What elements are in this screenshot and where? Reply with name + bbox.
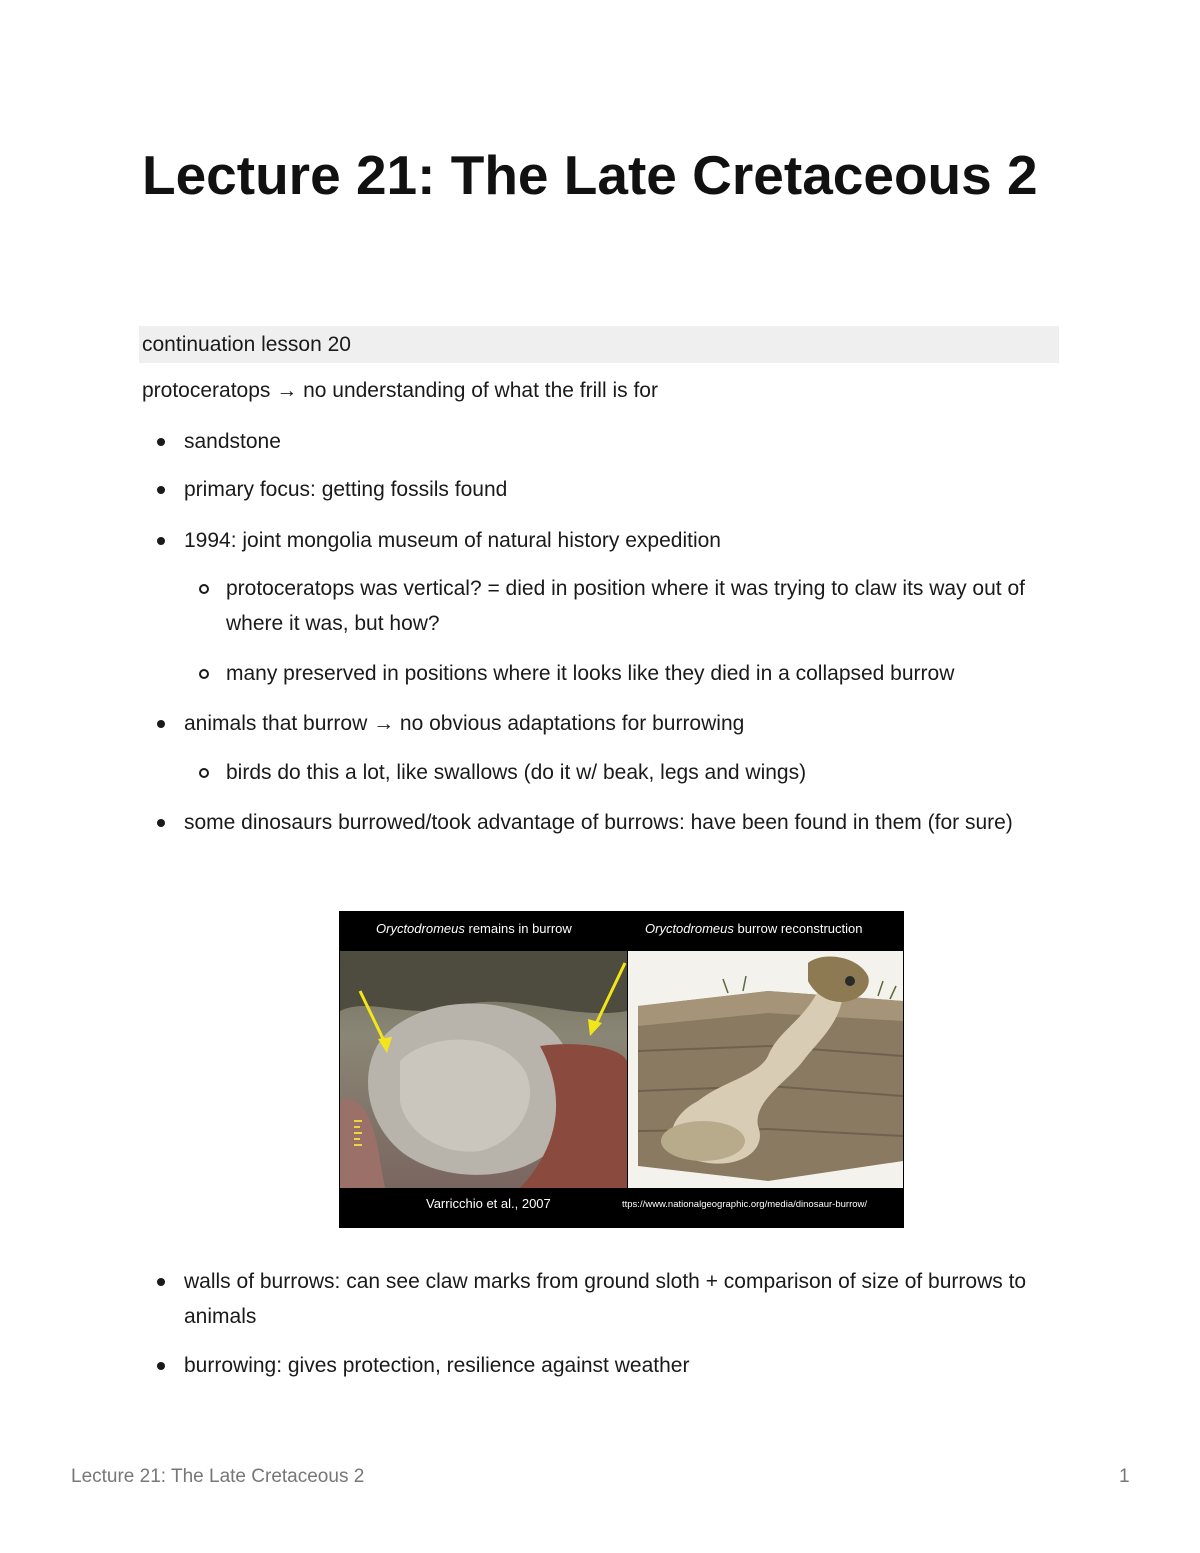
list-item: sandstone bbox=[184, 430, 281, 453]
bullet-ring bbox=[199, 584, 209, 594]
bullet-dot bbox=[157, 1278, 165, 1286]
list-item: protoceratops was vertical? = died in position where it was trying to claw its way out of where it was, but how? bbox=[226, 577, 1025, 635]
bullet-ring bbox=[199, 669, 209, 679]
list-item: 1994: joint mongolia museum of natural history expedition bbox=[184, 529, 721, 552]
list-item: animals that burrow → no obvious adaptations for burrowing bbox=[184, 712, 745, 735]
bullet-dot bbox=[157, 537, 165, 545]
burrow-reconstruction bbox=[628, 951, 903, 1188]
bullet-dot bbox=[157, 720, 165, 728]
figure-credit-right[interactable]: ttps://www.nationalgeographic.org/media/dinosaur-burrow/ bbox=[622, 1199, 868, 1210]
list-item: primary focus: getting fossils found bbox=[184, 478, 508, 501]
figure-caption-right: Oryctodromeus burrow reconstruction bbox=[645, 921, 863, 936]
figure-caption-left: Oryctodromeus remains in burrow bbox=[376, 921, 572, 936]
list-item: walls of burrows: can see claw marks from ground sloth + comparison of size of burrows to animals bbox=[184, 1270, 1027, 1328]
bullet-dot bbox=[157, 486, 165, 494]
list-item: birds do this a lot, like swallows (do it w/ beak, legs and wings) bbox=[226, 761, 807, 784]
bullet-dot bbox=[157, 819, 165, 827]
figure-credit-left: Varricchio et al., 2007 bbox=[426, 1196, 551, 1211]
list-item: burrowing: gives protection, resilience against weather bbox=[184, 1354, 690, 1377]
bullet-dot bbox=[157, 438, 165, 446]
bullet-ring bbox=[199, 768, 209, 778]
intro-paragraph: protoceratops → no understanding of what the frill is for bbox=[142, 379, 658, 402]
page-number: 1 bbox=[1119, 1466, 1130, 1487]
callout-block: continuation lesson 20 bbox=[139, 326, 1059, 363]
list-item: many preserved in positions where it looks like they died in a collapsed burrow bbox=[226, 662, 955, 685]
list-item: some dinosaurs burrowed/took advantage of burrows: have been found in them (for sure) bbox=[184, 811, 1013, 834]
burrow-figure bbox=[339, 911, 904, 1228]
page-title: Lecture 21: The Late Cretaceous 2 bbox=[142, 144, 1038, 206]
bullet-dot bbox=[157, 1362, 165, 1370]
fossil-photo bbox=[340, 951, 627, 1188]
footer-title: Lecture 21: The Late Cretaceous 2 bbox=[71, 1466, 365, 1487]
